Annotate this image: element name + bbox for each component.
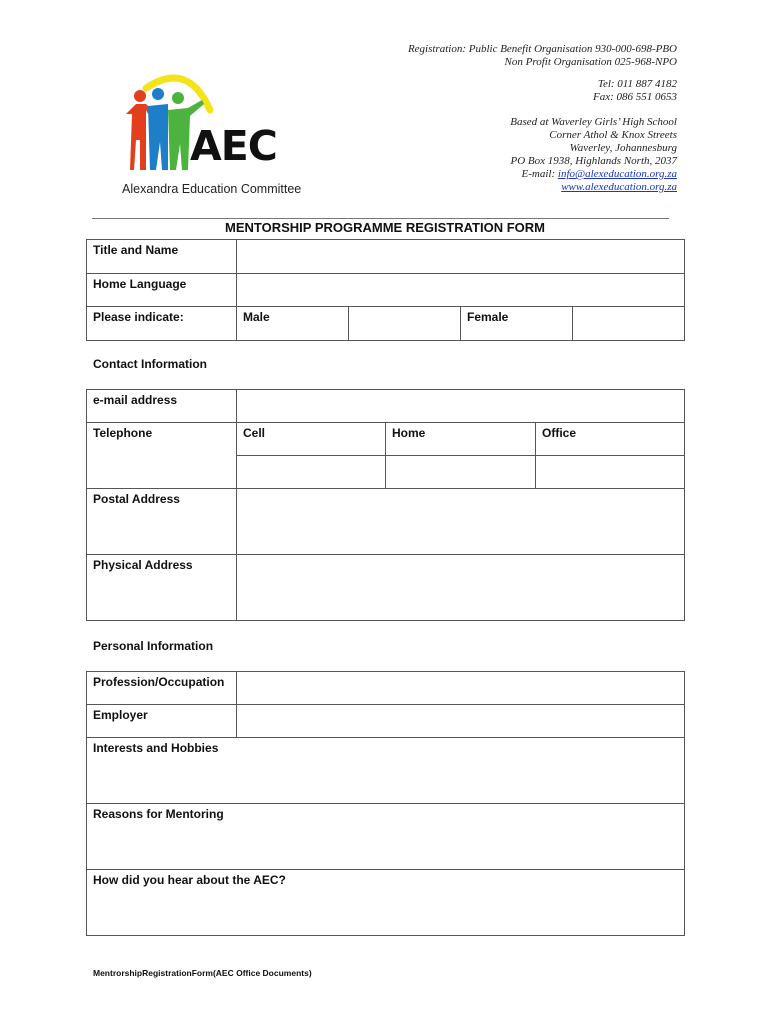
home-language-field[interactable] [237,274,685,307]
employer-label: Employer [93,708,148,722]
profession-field[interactable] [237,672,685,705]
identity-table [86,239,685,341]
home-language-label: Home Language [93,277,187,291]
physical-address-label: Physical Address [93,558,193,572]
registration-npo: Non Profit Organisation 025-968-NPO [504,56,677,68]
fax-number: Fax: 086 551 0653 [592,91,677,103]
female-checkbox[interactable] [573,307,685,341]
male-checkbox[interactable] [349,307,461,341]
email-address-field[interactable] [237,390,685,423]
personal-table [86,671,685,936]
email-link[interactable]: info@alexeducation.org.za [557,168,677,180]
email-prefix: E-mail: [521,168,558,180]
title-and-name-field[interactable] [237,240,685,274]
document-footer: MentrorshipRegistrationForm(AEC Office Documents) [93,968,312,978]
cell-label: Cell [243,426,266,440]
contact-header [408,43,677,194]
how-heard-label: How did you hear about the AEC? [93,873,286,887]
reasons-label: Reasons for Mentoring [93,807,224,821]
postal-address-label: Postal Address [93,492,180,506]
male-label-cell [237,307,349,341]
office-phone-label: Office [542,426,577,440]
male-label: Male [243,310,270,324]
aec-logo [118,70,302,200]
employer-field[interactable] [237,705,685,738]
cell-phone-field[interactable] [237,456,386,489]
title-and-name-label-cell [87,240,237,274]
address-line-3: Waverley, Johannesburg [569,142,677,154]
title-and-name-label: Title and Name [93,243,179,257]
personal-information-heading: Personal Information [93,639,214,653]
profession-label: Profession/Occupation [93,675,225,689]
home-label-cell [386,423,536,456]
contact-information-heading: Contact Information [93,357,207,371]
please-indicate-label-cell [87,307,237,341]
email-address-label: e-mail address [93,393,178,407]
physical-address-field[interactable] [237,555,685,621]
form-title: MENTORSHIP PROGRAMME REGISTRATION FORM [225,220,545,235]
home-phone-label: Home [392,426,426,440]
email-address-label-cell [87,390,237,423]
header-divider [92,218,669,219]
address-line-1: Based at Waverley Girls’ High School [510,116,677,128]
female-label: Female [467,310,509,324]
website-link[interactable]: www.alexeducation.org.za [561,181,677,193]
interests-field[interactable] [87,738,685,804]
telephone-number: Tel: 011 887 4182 [597,78,677,90]
postal-address-label-cell [87,489,237,555]
postal-address-field[interactable] [237,489,685,555]
email-line [408,168,677,181]
registration-pbo: Registration: Public Benefit Organisation 930-000-698-PBO [407,43,677,55]
logo-acronym: AEC [190,122,277,170]
profession-label-cell [87,672,237,705]
cell-label-cell [237,423,386,456]
physical-address-label-cell [87,555,237,621]
office-label-cell [536,423,685,456]
home-language-label-cell [87,274,237,307]
interests-label: Interests and Hobbies [93,741,219,755]
logo-organisation-name: Alexandra Education Committee [122,182,302,196]
how-heard-field[interactable] [87,870,685,936]
address-line-2: Corner Athol & Knox Streets [549,129,677,141]
employer-label-cell [87,705,237,738]
address-line-4: PO Box 1938, Highlands North, 2037 [510,155,677,167]
home-phone-field[interactable] [386,456,536,489]
reasons-field[interactable] [87,804,685,870]
please-indicate-label: Please indicate: [93,310,184,324]
office-phone-field[interactable] [536,456,685,489]
telephone-label-cell [87,423,237,489]
female-label-cell [461,307,573,341]
contact-table [86,389,685,621]
telephone-label: Telephone [93,426,153,440]
